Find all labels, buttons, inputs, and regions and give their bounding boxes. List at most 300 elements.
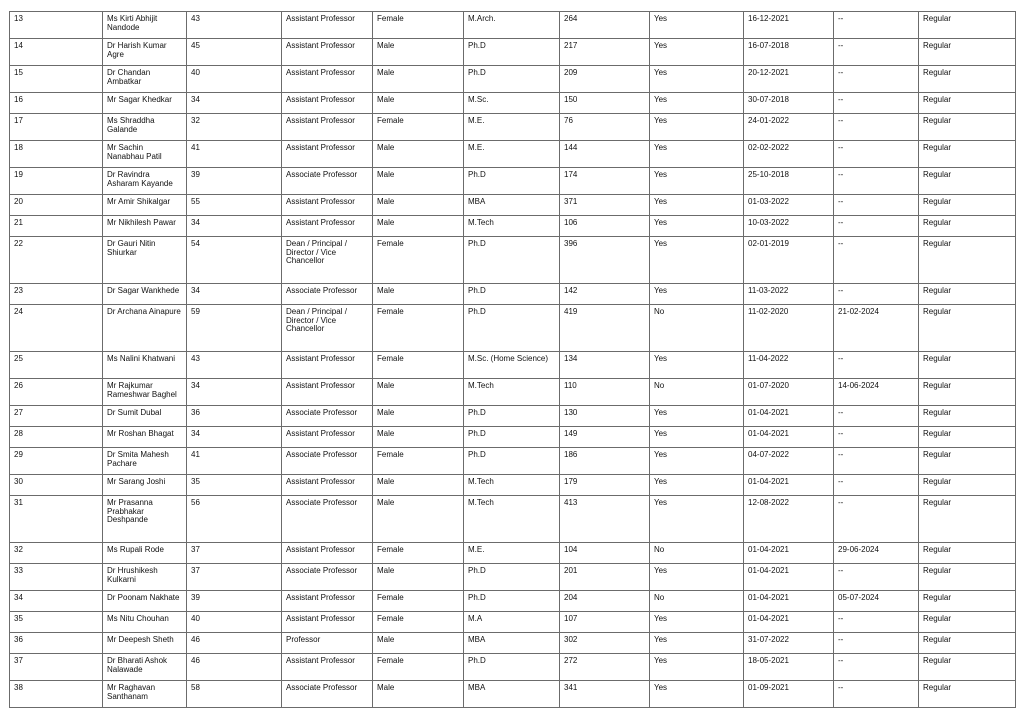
nature-cell: Regular <box>919 284 1016 305</box>
name-cell: Mr Roshan Bhagat <box>103 427 187 448</box>
joining-date-cell: 02-02-2022 <box>744 141 834 168</box>
leaving-date-cell: -- <box>834 195 919 216</box>
table-row <box>10 305 1016 352</box>
age-cell: 41 <box>187 141 282 168</box>
designation-cell: Assistant Professor <box>282 352 373 379</box>
name-cell: Mr Raghavan Santhanam <box>103 681 187 708</box>
qualification-cell: M.A <box>464 612 560 633</box>
name-cell: Dr Harish Kumar Agre <box>103 39 187 66</box>
experience-cell: 104 <box>560 543 650 564</box>
table-row <box>10 564 1016 591</box>
nature-cell: Regular <box>919 66 1016 93</box>
leaving-date-cell: -- <box>834 93 919 114</box>
designation-cell: Associate Professor <box>282 496 373 543</box>
faculty-table <box>9 11 1016 708</box>
leaving-date-cell: 14-06-2024 <box>834 379 919 406</box>
table-row <box>10 448 1016 475</box>
leaving-date-cell: -- <box>834 352 919 379</box>
nature-cell: Regular <box>919 237 1016 284</box>
qualification-cell: MBA <box>464 633 560 654</box>
currently-associated-cell: Yes <box>650 681 744 708</box>
qualification-cell: MBA <box>464 681 560 708</box>
age-cell: 58 <box>187 681 282 708</box>
name-cell: Dr Gauri Nitin Shiurkar <box>103 237 187 284</box>
experience-cell: 264 <box>560 12 650 39</box>
gender-cell: Female <box>373 654 464 681</box>
gender-cell: Female <box>373 448 464 475</box>
qualification-cell: Ph.D <box>464 564 560 591</box>
table-row <box>10 39 1016 66</box>
joining-date-cell: 25-10-2018 <box>744 168 834 195</box>
designation-cell: Assistant Professor <box>282 195 373 216</box>
joining-date-cell: 11-04-2022 <box>744 352 834 379</box>
experience-cell: 272 <box>560 654 650 681</box>
leaving-date-cell: -- <box>834 237 919 284</box>
designation-cell: Associate Professor <box>282 564 373 591</box>
joining-date-cell: 01-04-2021 <box>744 427 834 448</box>
currently-associated-cell: Yes <box>650 39 744 66</box>
sr-no-cell: 18 <box>10 141 103 168</box>
age-cell: 45 <box>187 39 282 66</box>
name-cell: Dr Archana Ainapure <box>103 305 187 352</box>
qualification-cell: Ph.D <box>464 406 560 427</box>
age-cell: 41 <box>187 448 282 475</box>
age-cell: 40 <box>187 612 282 633</box>
qualification-cell: Ph.D <box>464 591 560 612</box>
experience-cell: 110 <box>560 379 650 406</box>
sr-no-cell: 32 <box>10 543 103 564</box>
table-row <box>10 496 1016 543</box>
leaving-date-cell: 29-06-2024 <box>834 543 919 564</box>
qualification-cell: Ph.D <box>464 654 560 681</box>
name-cell: Mr Sarang Joshi <box>103 475 187 496</box>
experience-cell: 130 <box>560 406 650 427</box>
designation-cell: Dean / Principal / Director / Vice Chancellor <box>282 237 373 284</box>
gender-cell: Male <box>373 168 464 195</box>
gender-cell: Male <box>373 216 464 237</box>
age-cell: 37 <box>187 543 282 564</box>
gender-cell: Female <box>373 543 464 564</box>
gender-cell: Female <box>373 237 464 284</box>
table-row <box>10 168 1016 195</box>
qualification-cell: M.E. <box>464 141 560 168</box>
sr-no-cell: 22 <box>10 237 103 284</box>
currently-associated-cell: Yes <box>650 406 744 427</box>
nature-cell: Regular <box>919 216 1016 237</box>
joining-date-cell: 16-12-2021 <box>744 12 834 39</box>
gender-cell: Male <box>373 427 464 448</box>
name-cell: Dr Poonam Nakhate <box>103 591 187 612</box>
name-cell: Ms Rupali Rode <box>103 543 187 564</box>
table-row <box>10 475 1016 496</box>
currently-associated-cell: Yes <box>650 448 744 475</box>
table-row <box>10 427 1016 448</box>
experience-cell: 142 <box>560 284 650 305</box>
age-cell: 43 <box>187 352 282 379</box>
experience-cell: 413 <box>560 496 650 543</box>
leaving-date-cell: -- <box>834 496 919 543</box>
age-cell: 40 <box>187 66 282 93</box>
experience-cell: 217 <box>560 39 650 66</box>
joining-date-cell: 01-04-2021 <box>744 406 834 427</box>
joining-date-cell: 30-07-2018 <box>744 93 834 114</box>
joining-date-cell: 01-04-2021 <box>744 591 834 612</box>
currently-associated-cell: No <box>650 379 744 406</box>
nature-cell: Regular <box>919 475 1016 496</box>
joining-date-cell: 01-03-2022 <box>744 195 834 216</box>
nature-cell: Regular <box>919 681 1016 708</box>
qualification-cell: M.Tech <box>464 496 560 543</box>
qualification-cell: Ph.D <box>464 237 560 284</box>
experience-cell: 204 <box>560 591 650 612</box>
gender-cell: Male <box>373 633 464 654</box>
experience-cell: 179 <box>560 475 650 496</box>
designation-cell: Assistant Professor <box>282 654 373 681</box>
leaving-date-cell: -- <box>834 448 919 475</box>
experience-cell: 134 <box>560 352 650 379</box>
leaving-date-cell: -- <box>834 681 919 708</box>
qualification-cell: MBA <box>464 195 560 216</box>
gender-cell: Male <box>373 406 464 427</box>
experience-cell: 150 <box>560 93 650 114</box>
designation-cell: Associate Professor <box>282 681 373 708</box>
designation-cell: Assistant Professor <box>282 39 373 66</box>
name-cell: Mr Rajkumar Rameshwar Baghel <box>103 379 187 406</box>
gender-cell: Male <box>373 39 464 66</box>
joining-date-cell: 01-04-2021 <box>744 564 834 591</box>
age-cell: 54 <box>187 237 282 284</box>
age-cell: 39 <box>187 168 282 195</box>
gender-cell: Male <box>373 93 464 114</box>
age-cell: 46 <box>187 633 282 654</box>
currently-associated-cell: Yes <box>650 564 744 591</box>
gender-cell: Male <box>373 379 464 406</box>
table-row <box>10 591 1016 612</box>
sr-no-cell: 17 <box>10 114 103 141</box>
joining-date-cell: 12-08-2022 <box>744 496 834 543</box>
nature-cell: Regular <box>919 352 1016 379</box>
gender-cell: Male <box>373 564 464 591</box>
nature-cell: Regular <box>919 633 1016 654</box>
table-row <box>10 681 1016 708</box>
nature-cell: Regular <box>919 141 1016 168</box>
sr-no-cell: 27 <box>10 406 103 427</box>
leaving-date-cell: -- <box>834 475 919 496</box>
currently-associated-cell: Yes <box>650 141 744 168</box>
age-cell: 36 <box>187 406 282 427</box>
leaving-date-cell: -- <box>834 427 919 448</box>
leaving-date-cell: -- <box>834 564 919 591</box>
name-cell: Dr Ravindra Asharam Kayande <box>103 168 187 195</box>
name-cell: Dr Hrushikesh Kulkarni <box>103 564 187 591</box>
experience-cell: 302 <box>560 633 650 654</box>
leaving-date-cell: -- <box>834 12 919 39</box>
age-cell: 34 <box>187 216 282 237</box>
table-row <box>10 379 1016 406</box>
leaving-date-cell: -- <box>834 168 919 195</box>
name-cell: Mr Nikhilesh Pawar <box>103 216 187 237</box>
sr-no-cell: 24 <box>10 305 103 352</box>
age-cell: 34 <box>187 379 282 406</box>
currently-associated-cell: Yes <box>650 168 744 195</box>
designation-cell: Associate Professor <box>282 406 373 427</box>
leaving-date-cell: -- <box>834 654 919 681</box>
name-cell: Dr Chandan Ambatkar <box>103 66 187 93</box>
nature-cell: Regular <box>919 168 1016 195</box>
name-cell: Mr Prasanna Prabhakar Deshpande <box>103 496 187 543</box>
experience-cell: 106 <box>560 216 650 237</box>
experience-cell: 371 <box>560 195 650 216</box>
table-row <box>10 406 1016 427</box>
table-row <box>10 612 1016 633</box>
sr-no-cell: 29 <box>10 448 103 475</box>
currently-associated-cell: Yes <box>650 195 744 216</box>
leaving-date-cell: -- <box>834 406 919 427</box>
qualification-cell: M.Tech <box>464 216 560 237</box>
sr-no-cell: 34 <box>10 591 103 612</box>
nature-cell: Regular <box>919 93 1016 114</box>
qualification-cell: M.Tech <box>464 379 560 406</box>
gender-cell: Female <box>373 591 464 612</box>
qualification-cell: Ph.D <box>464 448 560 475</box>
currently-associated-cell: No <box>650 543 744 564</box>
experience-cell: 107 <box>560 612 650 633</box>
joining-date-cell: 20-12-2021 <box>744 66 834 93</box>
gender-cell: Female <box>373 305 464 352</box>
qualification-cell: M.Arch. <box>464 12 560 39</box>
experience-cell: 76 <box>560 114 650 141</box>
name-cell: Dr Smita Mahesh Pachare <box>103 448 187 475</box>
qualification-cell: Ph.D <box>464 39 560 66</box>
joining-date-cell: 02-01-2019 <box>744 237 834 284</box>
table-row <box>10 633 1016 654</box>
gender-cell: Male <box>373 66 464 93</box>
sr-no-cell: 36 <box>10 633 103 654</box>
table-row <box>10 284 1016 305</box>
age-cell: 39 <box>187 591 282 612</box>
name-cell: Mr Deepesh Sheth <box>103 633 187 654</box>
sr-no-cell: 26 <box>10 379 103 406</box>
qualification-cell: M.Sc. (Home Science) <box>464 352 560 379</box>
experience-cell: 209 <box>560 66 650 93</box>
table-row <box>10 352 1016 379</box>
age-cell: 34 <box>187 427 282 448</box>
age-cell: 32 <box>187 114 282 141</box>
nature-cell: Regular <box>919 564 1016 591</box>
name-cell: Mr Amir Shikalgar <box>103 195 187 216</box>
currently-associated-cell: Yes <box>650 496 744 543</box>
currently-associated-cell: Yes <box>650 114 744 141</box>
qualification-cell: Ph.D <box>464 284 560 305</box>
nature-cell: Regular <box>919 305 1016 352</box>
experience-cell: 396 <box>560 237 650 284</box>
currently-associated-cell: Yes <box>650 654 744 681</box>
gender-cell: Female <box>373 114 464 141</box>
experience-cell: 149 <box>560 427 650 448</box>
nature-cell: Regular <box>919 427 1016 448</box>
gender-cell: Female <box>373 352 464 379</box>
currently-associated-cell: Yes <box>650 633 744 654</box>
designation-cell: Assistant Professor <box>282 216 373 237</box>
experience-cell: 186 <box>560 448 650 475</box>
sr-no-cell: 25 <box>10 352 103 379</box>
name-cell: Ms Nalini Khatwani <box>103 352 187 379</box>
designation-cell: Assistant Professor <box>282 427 373 448</box>
qualification-cell: Ph.D <box>464 427 560 448</box>
table-row <box>10 114 1016 141</box>
currently-associated-cell: No <box>650 591 744 612</box>
leaving-date-cell: -- <box>834 141 919 168</box>
sr-no-cell: 30 <box>10 475 103 496</box>
currently-associated-cell: Yes <box>650 427 744 448</box>
table-row <box>10 216 1016 237</box>
age-cell: 35 <box>187 475 282 496</box>
nature-cell: Regular <box>919 379 1016 406</box>
sr-no-cell: 28 <box>10 427 103 448</box>
designation-cell: Assistant Professor <box>282 475 373 496</box>
leaving-date-cell: -- <box>834 216 919 237</box>
currently-associated-cell: Yes <box>650 216 744 237</box>
sr-no-cell: 21 <box>10 216 103 237</box>
currently-associated-cell: Yes <box>650 284 744 305</box>
designation-cell: Assistant Professor <box>282 591 373 612</box>
joining-date-cell: 16-07-2018 <box>744 39 834 66</box>
sr-no-cell: 19 <box>10 168 103 195</box>
nature-cell: Regular <box>919 612 1016 633</box>
age-cell: 43 <box>187 12 282 39</box>
name-cell: Dr Sagar Wankhede <box>103 284 187 305</box>
joining-date-cell: 01-04-2021 <box>744 612 834 633</box>
age-cell: 34 <box>187 93 282 114</box>
leaving-date-cell: -- <box>834 284 919 305</box>
designation-cell: Associate Professor <box>282 168 373 195</box>
currently-associated-cell: Yes <box>650 237 744 284</box>
gender-cell: Male <box>373 475 464 496</box>
nature-cell: Regular <box>919 114 1016 141</box>
table-row <box>10 543 1016 564</box>
sr-no-cell: 31 <box>10 496 103 543</box>
nature-cell: Regular <box>919 195 1016 216</box>
sr-no-cell: 33 <box>10 564 103 591</box>
joining-date-cell: 01-09-2021 <box>744 681 834 708</box>
nature-cell: Regular <box>919 543 1016 564</box>
sr-no-cell: 35 <box>10 612 103 633</box>
designation-cell: Assistant Professor <box>282 379 373 406</box>
qualification-cell: M.Tech <box>464 475 560 496</box>
experience-cell: 174 <box>560 168 650 195</box>
joining-date-cell: 18-05-2021 <box>744 654 834 681</box>
name-cell: Dr Sumit Dubal <box>103 406 187 427</box>
age-cell: 59 <box>187 305 282 352</box>
designation-cell: Dean / Principal / Director / Vice Chancellor <box>282 305 373 352</box>
leaving-date-cell: 21-02-2024 <box>834 305 919 352</box>
joining-date-cell: 01-04-2021 <box>744 543 834 564</box>
qualification-cell: Ph.D <box>464 66 560 93</box>
leaving-date-cell: 05-07-2024 <box>834 591 919 612</box>
sr-no-cell: 13 <box>10 12 103 39</box>
age-cell: 46 <box>187 654 282 681</box>
joining-date-cell: 01-04-2021 <box>744 475 834 496</box>
sr-no-cell: 15 <box>10 66 103 93</box>
gender-cell: Female <box>373 612 464 633</box>
sr-no-cell: 23 <box>10 284 103 305</box>
experience-cell: 144 <box>560 141 650 168</box>
joining-date-cell: 11-03-2022 <box>744 284 834 305</box>
sr-no-cell: 38 <box>10 681 103 708</box>
table-body <box>10 12 1016 708</box>
gender-cell: Male <box>373 195 464 216</box>
name-cell: Ms Nitu Chouhan <box>103 612 187 633</box>
gender-cell: Male <box>373 681 464 708</box>
table-row <box>10 93 1016 114</box>
designation-cell: Assistant Professor <box>282 543 373 564</box>
nature-cell: Regular <box>919 591 1016 612</box>
table-row <box>10 66 1016 93</box>
gender-cell: Female <box>373 12 464 39</box>
gender-cell: Male <box>373 284 464 305</box>
designation-cell: Associate Professor <box>282 284 373 305</box>
table-row <box>10 12 1016 39</box>
age-cell: 56 <box>187 496 282 543</box>
joining-date-cell: 10-03-2022 <box>744 216 834 237</box>
table-row <box>10 141 1016 168</box>
nature-cell: Regular <box>919 406 1016 427</box>
nature-cell: Regular <box>919 448 1016 475</box>
joining-date-cell: 11-02-2020 <box>744 305 834 352</box>
qualification-cell: M.E. <box>464 114 560 141</box>
experience-cell: 341 <box>560 681 650 708</box>
name-cell: Dr Bharati Ashok Nalawade <box>103 654 187 681</box>
leaving-date-cell: -- <box>834 66 919 93</box>
qualification-cell: M.E. <box>464 543 560 564</box>
designation-cell: Associate Professor <box>282 448 373 475</box>
designation-cell: Assistant Professor <box>282 12 373 39</box>
joining-date-cell: 01-07-2020 <box>744 379 834 406</box>
designation-cell: Assistant Professor <box>282 93 373 114</box>
designation-cell: Assistant Professor <box>282 66 373 93</box>
designation-cell: Assistant Professor <box>282 612 373 633</box>
name-cell: Ms Shraddha Galande <box>103 114 187 141</box>
currently-associated-cell: Yes <box>650 352 744 379</box>
age-cell: 34 <box>187 284 282 305</box>
qualification-cell: M.Sc. <box>464 93 560 114</box>
gender-cell: Male <box>373 141 464 168</box>
nature-cell: Regular <box>919 12 1016 39</box>
leaving-date-cell: -- <box>834 39 919 66</box>
age-cell: 55 <box>187 195 282 216</box>
qualification-cell: Ph.D <box>464 168 560 195</box>
qualification-cell: Ph.D <box>464 305 560 352</box>
currently-associated-cell: Yes <box>650 475 744 496</box>
gender-cell: Male <box>373 496 464 543</box>
currently-associated-cell: Yes <box>650 612 744 633</box>
experience-cell: 201 <box>560 564 650 591</box>
nature-cell: Regular <box>919 496 1016 543</box>
designation-cell: Assistant Professor <box>282 114 373 141</box>
leaving-date-cell: -- <box>834 633 919 654</box>
name-cell: Mr Sachin Nanabhau Patil <box>103 141 187 168</box>
sr-no-cell: 20 <box>10 195 103 216</box>
joining-date-cell: 24-01-2022 <box>744 114 834 141</box>
joining-date-cell: 31-07-2022 <box>744 633 834 654</box>
name-cell: Mr Sagar Khedkar <box>103 93 187 114</box>
leaving-date-cell: -- <box>834 612 919 633</box>
designation-cell: Assistant Professor <box>282 141 373 168</box>
experience-cell: 419 <box>560 305 650 352</box>
sr-no-cell: 37 <box>10 654 103 681</box>
currently-associated-cell: Yes <box>650 12 744 39</box>
table-row <box>10 195 1016 216</box>
